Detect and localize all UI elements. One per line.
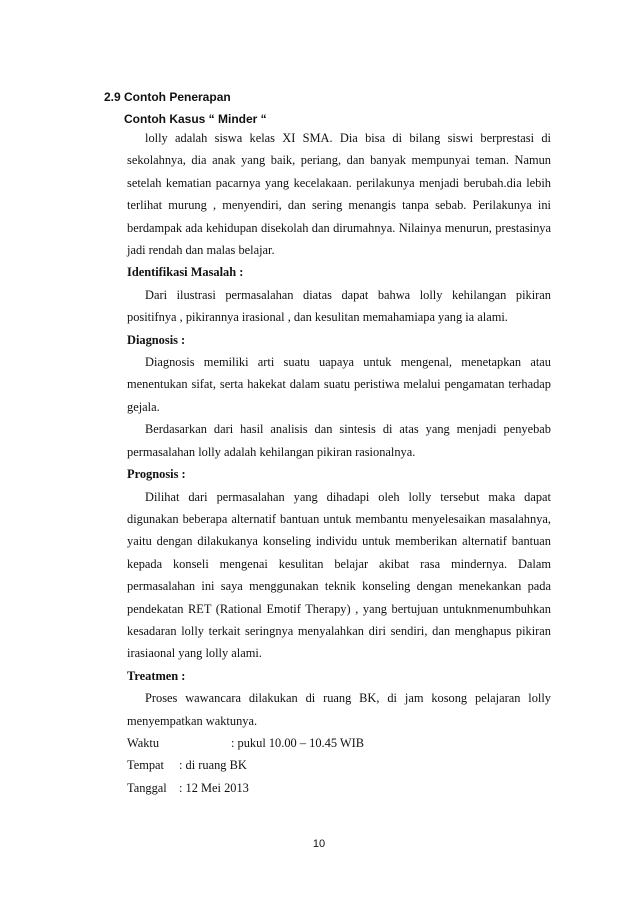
tanggal-label: Tanggal [127,780,167,795]
prognosis-paragraph: Dilihat dari permasalahan yang dihadapi oleh lolly tersebut maka dapat digunakan beberapa alternatif bantuan untuk membantu menyelesaikan masalahnya, yaitu dengan dilakukanya konseling individu untuk memberikan alternatif bantuan kepada konseli mengenai kesulitan belajar akibat rasa mindernya. Dalam permasalahan ini saya menggunakan teknik konseling dengan menekankan pada pendekatan RET (Rational Emotif Therapy) , yang bertujuan untuknmenumbuhkan kesadaran lolly terkait seringnya menyalahkan diri sendiri, dan menghapus pikiran irasiaonal yang lolly alami. [127,489,551,661]
tempat-row [127,754,551,776]
tanggal-value: : 12 Mei 2013 [179,780,249,795]
intro-paragraph: lolly adalah siswa kelas XI SMA. Dia bisa di bilang siswi berprestasi di sekolahnya, dia anak yang baik, periang, dan banyak mempunyai teman. Namun setelah kematian pacarnya yang kecelakaan. perilakunya menjadi berubah.dia lebih terlihat murung , menyendiri, dan sering menangis tanpa sebab. Perilakunya ini berdampak ada kehidupan disekolah dan dirumahnya. Nilainya menurun, prestasinya jadi rendah dan malas belajar. [127,131,551,258]
waktu-row [127,732,551,754]
identifikasi-heading: Identifikasi Masalah : [127,265,244,280]
waktu-value: : pukul 10.00 – 10.45 WIB [231,735,364,750]
prognosis-heading: Prognosis : [127,467,186,482]
diagnosis-heading: Diagnosis : [127,332,186,347]
body-text [127,127,551,799]
treatmen-paragraph: Proses wawancara dilakukan di ruang BK, di jam kosong pelajaran lolly menyempatkan waktunya. [127,691,551,728]
page-number: 10 [312,838,326,850]
section-title: 2.9 Contoh Penerapan [104,90,231,104]
diagnosis-paragraph-2: Berdasarkan dari hasil analisis dan sintesis di atas yang menjadi penyebab permasalahan lolly adalah kehilangan pikiran rasionalnya. [127,422,551,459]
tempat-label: Tempat [127,758,164,773]
diagnosis-paragraph-1: Diagnosis memiliki arti suatu uapaya untuk mengenal, menetapkan atau menentukan sifat, serta hakekat dalam suatu peristiwa melalui pengamatan terhadap gejala. [127,355,551,414]
treatmen-heading: Treatmen : [127,668,186,683]
identifikasi-paragraph: Dari ilustrasi permasalahan diatas dapat bahwa lolly kehilangan pikiran positifnya , pikirannya irasional , dan kesulitan memahamiapa yang ia alami. [127,287,551,325]
tempat-value: : di ruang BK [179,758,247,773]
tanggal-row [127,777,551,799]
waktu-label: Waktu [127,735,160,750]
case-title: Contoh Kasus “ Minder “ [124,112,267,126]
